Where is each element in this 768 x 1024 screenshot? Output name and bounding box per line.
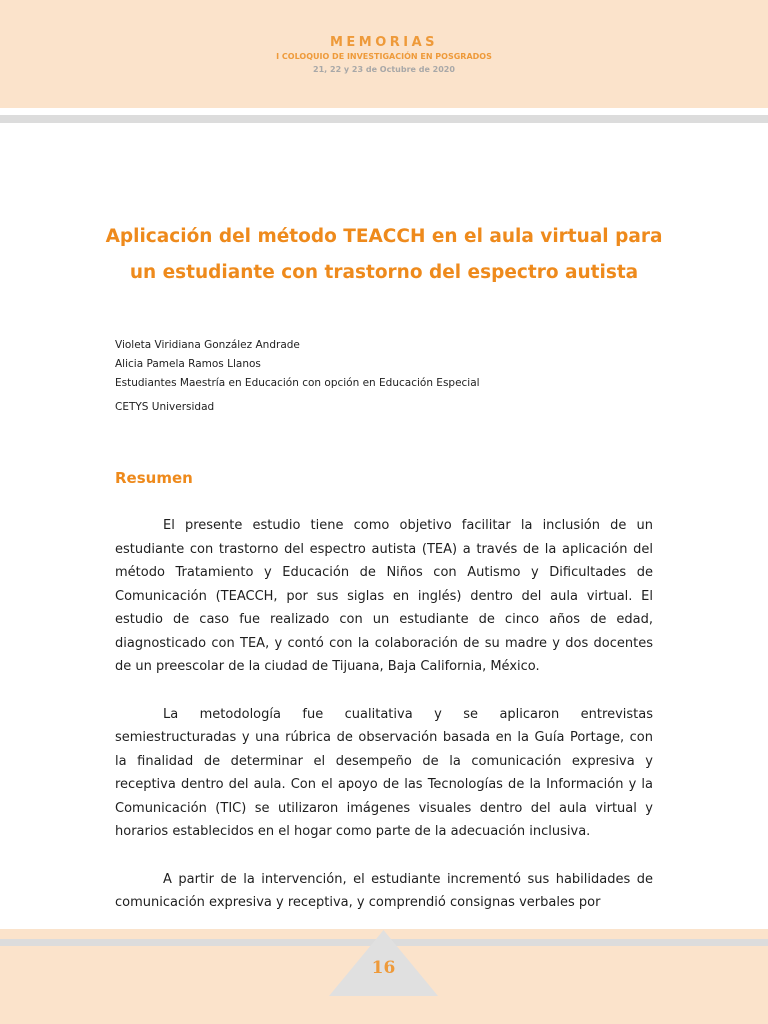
section-heading-resumen: Resumen <box>115 469 193 487</box>
event-date: 21, 22 y 23 de Octubre de 2020 <box>313 65 455 74</box>
colloquium-subtitle: I COLOQUIO DE INVESTIGACIÓN EN POSGRADOS <box>276 52 492 61</box>
article-title: Aplicación del método TEACCH en el aula virtual para un estudiante con trastorno del espectro autista <box>105 226 663 283</box>
author-name: Violeta Viridiana González Andrade <box>115 339 300 351</box>
abstract-paragraph: A partir de la intervención, el estudiante incrementó sus habilidades de comunicación expresiva y receptiva, y comprendió consignas verbales por <box>115 871 653 910</box>
header-divider <box>0 115 768 123</box>
abstract-paragraph: El presente estudio tiene como objetivo facilitar la inclusión de un estudiante con trastorno del espectro autista (TEA) a través de la aplicación del método Tratamiento y Educación de Niños con Autismo y Dificultades de Comunicación (TEACCH, por sus siglas en inglés) dentro del aula virtual. El estudio de caso fue realizado con un estudiante de cinco años de edad, diagnosticado con TEA, y contó con la colaboración de su madre y dos docentes de un preescolar de la ciudad de Tijuana, Baja California, México. <box>115 518 653 674</box>
abstract-body <box>115 514 653 939</box>
author-name: Alicia Pamela Ramos Llanos <box>115 358 261 370</box>
memorias-title: MEMORIAS <box>329 35 439 50</box>
author-block <box>115 336 715 417</box>
author-affiliation: Estudiantes Maestría en Educación con opción en Educación Especial <box>115 377 480 389</box>
institution: CETYS Universidad <box>115 401 215 413</box>
page-number: 16 <box>371 958 396 978</box>
abstract-paragraph: La metodología fue cualitativa y se aplicaron entrevistas semiestructuradas y una rúbrica de observación basada en la Guía Portage, con la finalidad de determinar el desempeño de la comunicación expresiva y receptiva dentro del aula. Con el apoyo de las Tecnologías de la Información y la Comunicación (TIC) se utilizaron imágenes visuales dentro del aula virtual y horarios establecidos en el hogar como parte de la adecuación inclusiva. <box>115 706 653 839</box>
